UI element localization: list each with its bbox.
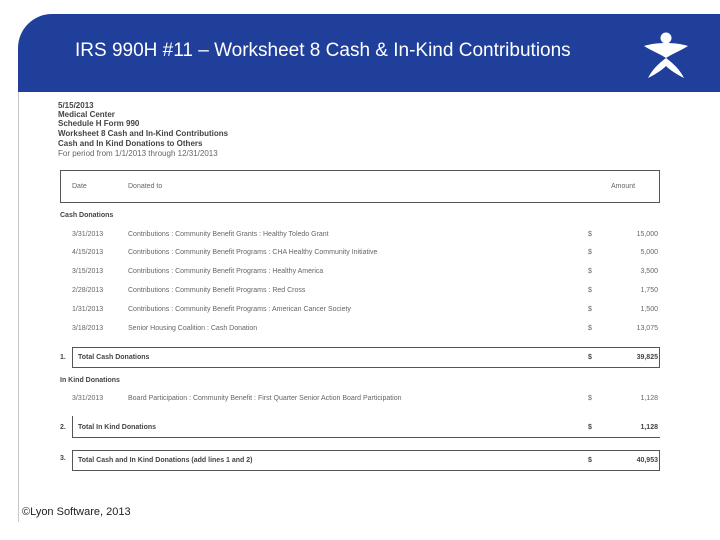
row-currency: $ xyxy=(588,287,592,294)
row-desc: Contributions : Community Benefit Programs : CHA Healthy Community Initiative xyxy=(128,249,378,256)
row-amount: 1,128 xyxy=(640,395,658,402)
report-org: Medical Center xyxy=(58,110,115,119)
line3-label: Total Cash and In Kind Donations (add lines 1 and 2) xyxy=(78,457,253,464)
inkind-section-label: In Kind Donations xyxy=(60,377,120,384)
row-currency: $ xyxy=(588,395,592,402)
report-date: 5/15/2013 xyxy=(58,101,94,110)
line3-amount: 40,953 xyxy=(636,457,658,464)
row-date: 2/28/2013 xyxy=(72,287,104,294)
line3-currency: $ xyxy=(588,457,592,464)
cash-section-label: Cash Donations xyxy=(60,212,114,219)
col-donated-to: Donated to xyxy=(128,183,163,190)
report-period: For period from 1/1/2013 through 12/31/2013 xyxy=(58,149,218,158)
line2-label: Total In Kind Donations xyxy=(78,424,157,431)
report-worksheet: Worksheet 8 Cash and In-Kind Contributions xyxy=(58,129,229,138)
line1-label: Total Cash Donations xyxy=(78,354,150,361)
row-currency: $ xyxy=(588,231,592,238)
row-amount: 15,000 xyxy=(636,231,658,238)
line1-box xyxy=(72,347,660,368)
row-date: 1/31/2013 xyxy=(72,306,104,313)
row-date: 3/31/2013 xyxy=(72,231,104,238)
row-currency: $ xyxy=(588,325,592,332)
row-date: 3/31/2013 xyxy=(72,395,104,402)
slide-title: IRS 990H #11 – Worksheet 8 Cash & In-Kind Contributions xyxy=(75,40,571,61)
row-currency: $ xyxy=(588,306,592,313)
row-desc: Contributions : Community Benefit Programs : Red Cross xyxy=(128,287,306,294)
row-currency: $ xyxy=(588,249,592,256)
row-amount: 13,075 xyxy=(636,325,658,332)
line2-amount: 1,128 xyxy=(640,424,658,431)
line2-box xyxy=(72,416,660,438)
line2-currency: $ xyxy=(588,424,592,431)
row-desc: Contributions : Community Benefit Programs : American Cancer Society xyxy=(128,306,351,313)
line-number: 2. xyxy=(60,424,66,431)
line1-amount: 39,825 xyxy=(636,354,658,361)
report-schedule: Schedule H Form 990 xyxy=(58,119,140,128)
report-subtitle: Cash and In Kind Donations to Others xyxy=(58,139,203,148)
line1-currency: $ xyxy=(588,354,592,361)
row-desc: Board Participation : Community Benefit : First Quarter Senior Action Board Participation xyxy=(128,395,402,402)
row-desc: Senior Housing Coalition : Cash Donation xyxy=(128,325,258,332)
row-amount: 5,000 xyxy=(640,249,658,256)
line-number: 1. xyxy=(60,354,66,361)
worksheet-image xyxy=(58,100,660,500)
col-date: Date xyxy=(72,183,87,190)
row-amount: 1,500 xyxy=(640,306,658,313)
figure-logo-icon xyxy=(638,30,694,82)
col-amount: Amount xyxy=(611,183,636,190)
row-amount: 1,750 xyxy=(640,287,658,294)
row-desc: Contributions : Community Benefit Grants : Healthy Toledo Grant xyxy=(128,231,329,238)
left-rule xyxy=(18,92,19,522)
row-date: 4/15/2013 xyxy=(72,249,104,256)
row-currency: $ xyxy=(588,268,592,275)
row-date: 3/15/2013 xyxy=(72,268,104,275)
copyright-footer: ©Lyon Software, 2013 xyxy=(22,506,131,518)
row-date: 3/18/2013 xyxy=(72,325,104,332)
row-desc: Contributions : Community Benefit Programs : Healthy America xyxy=(128,268,324,275)
line-number: 3. xyxy=(60,455,66,462)
row-amount: 3,500 xyxy=(640,268,658,275)
